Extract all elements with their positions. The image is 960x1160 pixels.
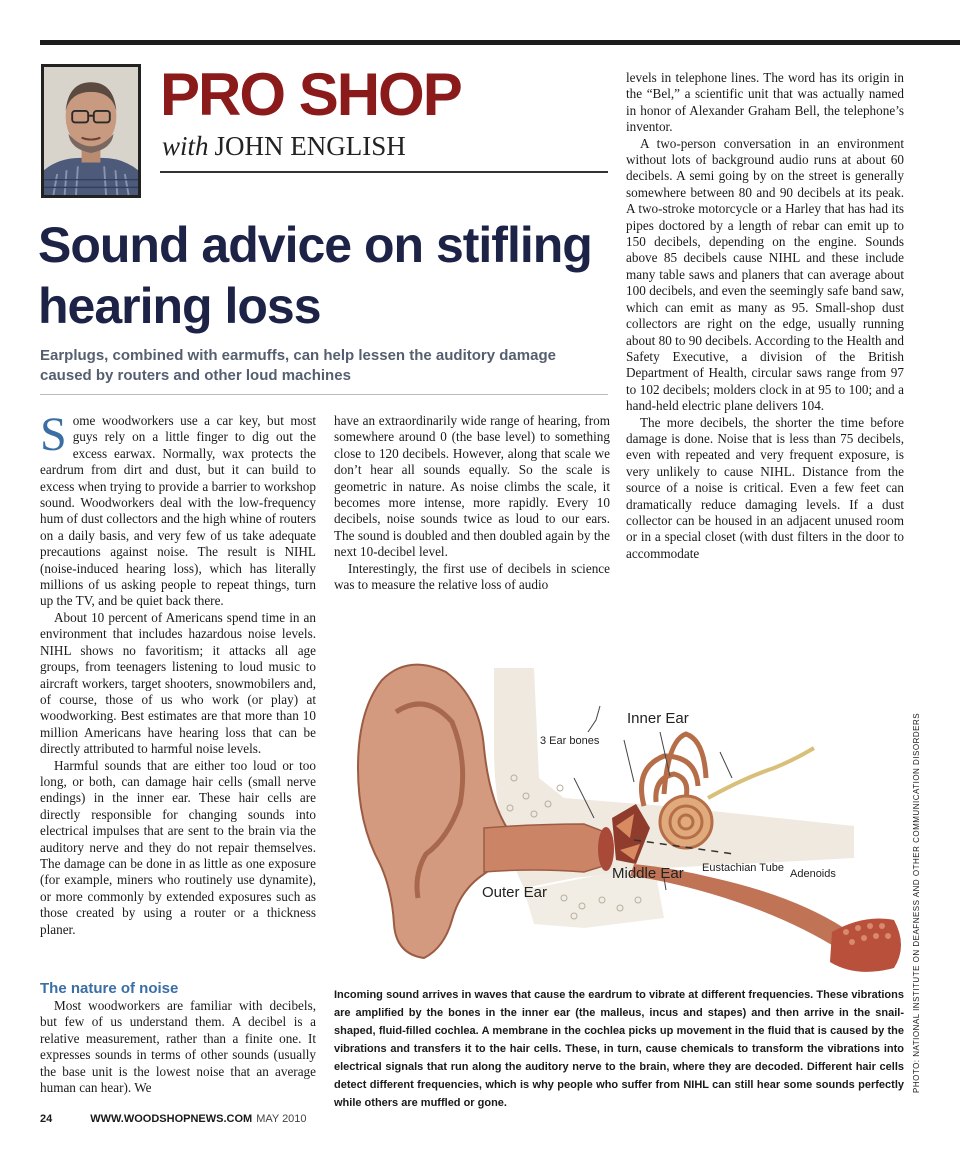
author-photo bbox=[41, 64, 141, 198]
label-middle-ear: Middle Ear bbox=[612, 865, 684, 882]
paragraph-text: ome woodworkers use a car key, but most guys rely on a little finger to dig out the excess earwax. Normally, wax protects the eardrum from dirt and dust, but it can build to excess when trying to provide a barrier to workshop sound. Woodworkers deal with the low-frequency hum of dust collectors and the high whine of routers on a daily basis, and very few of us take adequate precautions against noise. The result is NIHL (noise-induced hearing loss), which has literally millions of us asking people to repeat things, turn up the TV, and be quiet back there. bbox=[40, 413, 316, 609]
paragraph: The more decibels, the shorter the time before damage is done. Noise that is less than 75 decibels, even with repeated and very frequent exposure, is very unlikely to cause NIHL. Distance from the source of a noise is critical. Even a few feet can dramatically reduce damaging levels. If a dust collector can be housed in an adjacent unused room or in a special closet (with dust filters in the door to accommodate bbox=[626, 414, 904, 561]
paragraph: have an extraordinarily wide range of hearing, from somewhere around 0 (the base level) to something close to 120 decibels. However, along that scale we don’t hear all sounds equally. So the scale is geometric in nature. As noise climbs the scale, it becomes more intense, more rapidly. Every 10 decibels, noise sounds twice as loud to our ears. The sound is doubled and then doubled again by the next 10-decibel level. bbox=[334, 413, 610, 560]
label-adenoids: Adenoids bbox=[790, 868, 836, 880]
article-deck: Earplugs, combined with earmuffs, can help lessen the auditory damage caused by routers and other loud machines bbox=[40, 347, 556, 384]
deck-rule bbox=[40, 394, 608, 395]
drop-cap: S bbox=[40, 408, 67, 461]
top-rule bbox=[40, 40, 960, 45]
ear-anatomy-illustration bbox=[334, 628, 906, 978]
paragraph: levels in telephone lines. The word has its origin in the “Bel,” a scientific unit that was actually named in honor of Alexander Graham Bell, the telephone’s inventor. bbox=[626, 70, 904, 135]
page-number: 24 bbox=[40, 1113, 53, 1125]
column-brand: PRO SHOP bbox=[160, 61, 461, 128]
body-column-1-continued bbox=[40, 998, 316, 1098]
paragraph: Most woodworkers are familiar with decibels, but few of us understand them. A decibel is a relative measurement, rather than a finite one. It expresses sounds in terms of other sounds (usually the base unit is the lowest noise that an average human can hear). We bbox=[40, 998, 316, 1096]
paragraph: Interestingly, the first use of decibels in science was to measure the relative loss of audio bbox=[334, 560, 610, 593]
byline bbox=[162, 130, 406, 162]
label-ear-bones: 3 Ear bones bbox=[540, 735, 600, 747]
paragraph: A two-person conversation in an environment without lots of background audio runs at about 60 decibels. A semi going by on the street is generally somewhere between 80 and 90 decibels at its peak. A two-stroke motorcycle or a Harley that has had its pipes doctored by a length of rebar can emit up to 150 decibels, depending on the engine. Sounds above 85 decibels cause NIHL and these include many table saws and planers that can average about 100 decibels, and even the seemingly safe band saw, which can emit as many as 95. Small-shop dust collectors are right on the edge, usually running about 80 to 90 decibels. According to the Health and Safety Executive, a division of the British Department of Health, circular saws range from 97 to 102 decibels; molders clock in at 95 to 100; and a hand-held electric plane delivers 104. bbox=[626, 135, 904, 414]
byline-rule bbox=[160, 171, 608, 173]
label-outer-ear: Outer Ear bbox=[482, 884, 548, 901]
body-column-3 bbox=[626, 70, 904, 610]
body-column-1 bbox=[40, 408, 316, 965]
byline-name: JOHN ENGLISH bbox=[214, 131, 406, 161]
illustration-caption: Incoming sound arrives in waves that cause the eardrum to vibrate at different frequencies. These vibrations are amplified by the bones in the inner ear (the malleus, incus and stapes) and then arrive in the snail-shaped, fluid-filled cochlea. A membrane in the cochlea picks up movement in the fluid that is caused by the vibrations and transfers it to the hair cells. These, in turn, cause chemicals to transform the vibrations into electrical signals that run along the auditory nerve to the brain, where they are decoded. Different hair cells detect different frequencies, which is why people who suffer from NIHL can still hear some sounds perfectly while others are muffled or gone. bbox=[334, 989, 904, 1109]
issue-date: MAY 2010 bbox=[256, 1113, 307, 1125]
paragraph: About 10 percent of Americans spend time in an environment that includes hazardous noise levels. NIHL shows no favoritism; it attacks all age groups, from teenagers listening to loud music to aircraft workers, target shooters, snowmobilers and, of course, those of us who work (or play) at woodworking. Best estimates are that more than 10 million Americans have hearing loss that can be directly attributed to harmful noise levels. bbox=[40, 609, 316, 757]
footer-url: WWW.WOODSHOPNEWS.COM bbox=[90, 1113, 253, 1125]
article-headline: Sound advice on stifling hearing loss bbox=[38, 217, 592, 334]
photo-credit: PHOTO: NATIONAL INSTITUTE ON DEAFNESS AND OTHER COMMUNICATION DISORDERS bbox=[912, 712, 921, 1093]
body-column-2 bbox=[334, 413, 610, 609]
page-footer bbox=[40, 1113, 307, 1125]
paragraph bbox=[40, 408, 316, 610]
paragraph: Harmful sounds that are either too loud or too long, or both, can damage hair cells (small nerve endings) in the inner ear. These hair cells are directly responsible for changing sounds into electrical impulses that are sent to the brain via the auditory nerve and they do not repair themselves. The damage can be done in as little as one exposure (for example, miners who routinely use dynamite), or more commonly by extended exposures such as those created by using a router or a thickness planer. bbox=[40, 757, 316, 937]
byline-prefix: with bbox=[162, 131, 209, 161]
label-inner-ear: Inner Ear bbox=[627, 710, 689, 727]
label-eustachian-tube: Eustachian Tube bbox=[702, 862, 784, 874]
section-subhead: The nature of noise bbox=[40, 980, 179, 997]
